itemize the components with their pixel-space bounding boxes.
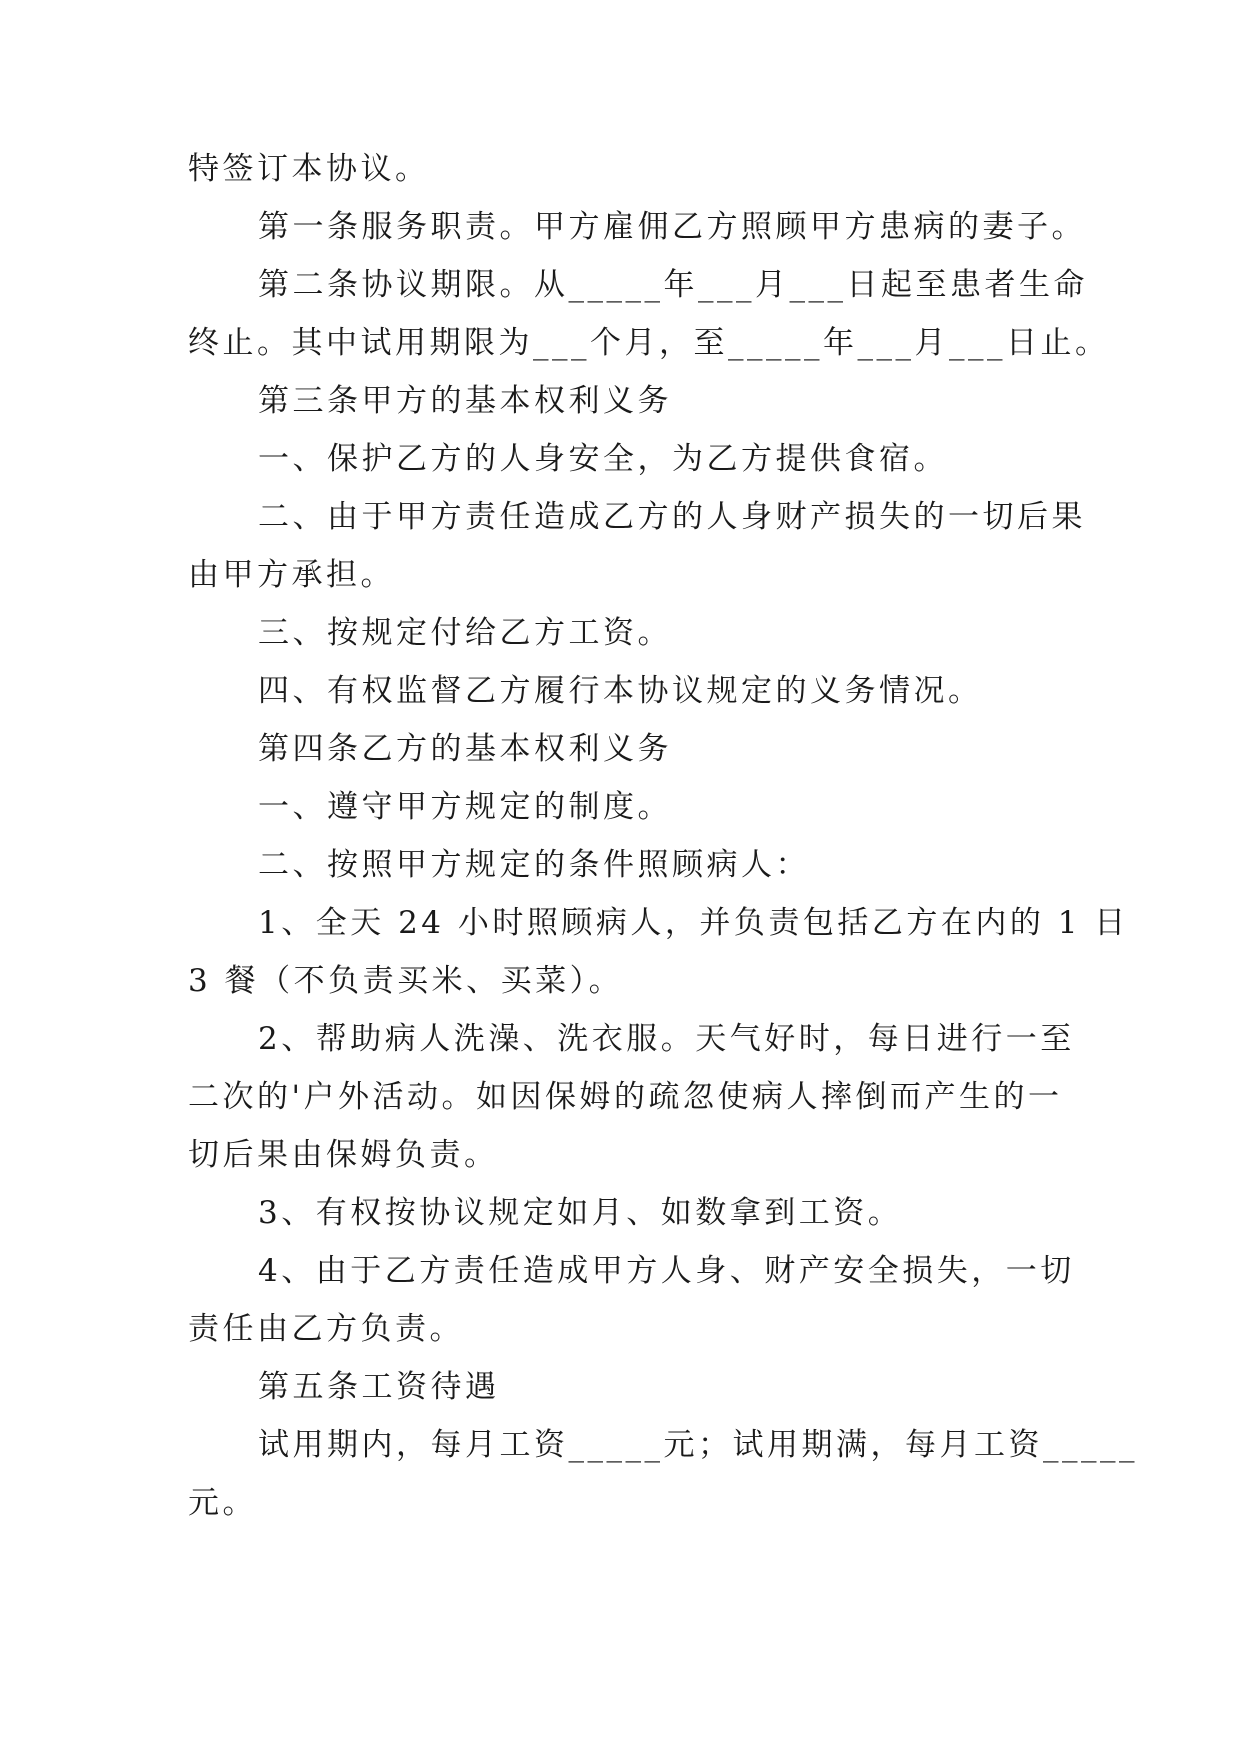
text-line: 终止。其中试用期限为___个月，至_____年___月___日止。 (188, 325, 1110, 361)
text-line: 特签订本协议。 (188, 151, 430, 187)
text-line: 4、由于乙方责任造成甲方人身、财产安全损失，一切 (258, 1253, 1075, 1289)
text-line: 第二条协议期限。从_____年___月___日起至患者生命 (258, 267, 1088, 303)
section-heading: 第三条甲方的基本权利义务 (258, 383, 672, 419)
text-line: 3、有权按协议规定如月、如数拿到工资。 (258, 1195, 903, 1231)
text-line: 四、有权监督乙方履行本协议规定的义务情况。 (258, 673, 983, 709)
text-line: 一、保护乙方的人身安全，为乙方提供食宿。 (258, 441, 948, 477)
text-line: 一、遵守甲方规定的制度。 (258, 789, 672, 825)
text-line: 试用期内，每月工资_____元；试用期满，每月工资_____ (258, 1427, 1138, 1463)
section-heading: 第五条工资待遇 (258, 1369, 500, 1405)
text-line: 第一条服务职责。甲方雇佣乙方照顾甲方患病的妻子。 (258, 209, 1086, 245)
text-line: 责任由乙方负责。 (188, 1311, 464, 1347)
text-line: 3 餐（不负责买米、买菜）。 (188, 963, 624, 999)
text-line: 由甲方承担。 (188, 557, 395, 593)
text-line: 元。 (188, 1485, 257, 1521)
text-line: 三、按规定付给乙方工资。 (258, 615, 672, 651)
text-line: 二、由于甲方责任造成乙方的人身财产损失的一切后果 (258, 499, 1086, 535)
text-line: 二次的'户外活动。如因保姆的疏忽使病人摔倒而产生的一 (188, 1079, 1063, 1115)
text-line: 2、帮助病人洗澡、洗衣服。天气好时，每日进行一至 (258, 1021, 1075, 1057)
section-heading: 第四条乙方的基本权利义务 (258, 731, 672, 767)
text-line: 二、按照甲方规定的条件照顾病人： (258, 847, 810, 883)
text-line: 切后果由保姆负责。 (188, 1137, 499, 1173)
text-line: 1、全天 24 小时照顾病人，并负责包括乙方在内的 1 日 (258, 905, 1129, 941)
